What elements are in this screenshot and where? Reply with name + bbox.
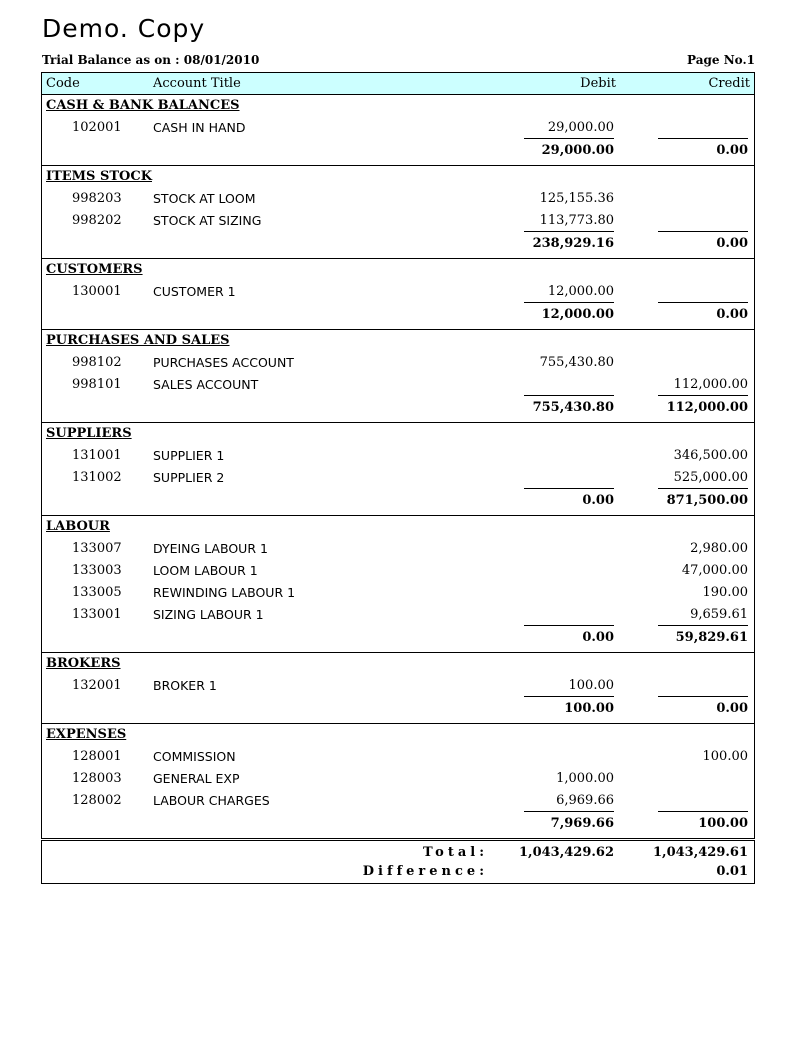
group-subtotal bbox=[42, 489, 754, 513]
table-row bbox=[42, 445, 754, 467]
account-code: 132001 bbox=[72, 678, 122, 693]
account-group bbox=[42, 423, 754, 516]
account-title: DYEING LABOUR 1 bbox=[153, 541, 268, 556]
debit-amount: 6,969.66 bbox=[556, 793, 614, 808]
account-code: 133001 bbox=[72, 607, 122, 622]
table-row bbox=[42, 768, 754, 790]
group-name: BROKERS bbox=[46, 656, 121, 671]
group-subtotal bbox=[42, 812, 754, 836]
total-label: Total: bbox=[422, 845, 488, 860]
account-code: 102001 bbox=[72, 120, 122, 135]
account-code: 133005 bbox=[72, 585, 122, 600]
header-code: Code bbox=[46, 76, 80, 91]
table-row bbox=[42, 675, 754, 697]
group-subtotal bbox=[42, 303, 754, 327]
group-subtotal bbox=[42, 139, 754, 163]
account-title: SIZING LABOUR 1 bbox=[153, 607, 264, 622]
account-group bbox=[42, 724, 754, 838]
subtotal-credit: 112,000.00 bbox=[658, 395, 748, 420]
table-row bbox=[42, 604, 754, 626]
table-row bbox=[42, 582, 754, 604]
account-group bbox=[42, 330, 754, 423]
account-code: 998101 bbox=[72, 377, 122, 392]
account-code: 128003 bbox=[72, 771, 122, 786]
table-row bbox=[42, 374, 754, 396]
subtotal-debit: 29,000.00 bbox=[524, 138, 614, 163]
page-number: Page No.1 bbox=[687, 53, 755, 67]
account-title: REWINDING LABOUR 1 bbox=[153, 585, 296, 600]
table-header bbox=[42, 73, 754, 95]
trial-balance-table bbox=[41, 72, 755, 839]
subtotal-credit: 100.00 bbox=[658, 811, 748, 836]
subtotal-debit: 7,969.66 bbox=[524, 811, 614, 836]
account-code: 128001 bbox=[72, 749, 122, 764]
account-title: STOCK AT SIZING bbox=[153, 213, 262, 228]
account-title: LABOUR CHARGES bbox=[153, 793, 270, 808]
subtotal-credit: 0.00 bbox=[658, 231, 748, 256]
subtotal-debit: 238,929.16 bbox=[524, 231, 614, 256]
account-code: 131002 bbox=[72, 470, 122, 485]
account-title: LOOM LABOUR 1 bbox=[153, 563, 258, 578]
account-title: SUPPLIER 2 bbox=[153, 470, 225, 485]
account-group bbox=[42, 653, 754, 724]
group-name: LABOUR bbox=[46, 519, 110, 534]
credit-amount: 100.00 bbox=[702, 749, 748, 764]
subtotal-credit: 59,829.61 bbox=[658, 625, 748, 650]
table-row bbox=[42, 790, 754, 812]
account-code: 998203 bbox=[72, 191, 122, 206]
group-name: PURCHASES AND SALES bbox=[46, 333, 230, 348]
subtotal-debit: 100.00 bbox=[524, 696, 614, 721]
company-name: Demo. Copy bbox=[42, 14, 206, 43]
account-code: 998102 bbox=[72, 355, 122, 370]
account-title: CUSTOMER 1 bbox=[153, 284, 236, 299]
account-code: 998202 bbox=[72, 213, 122, 228]
account-group bbox=[42, 166, 754, 259]
group-name: CASH & BANK BALANCES bbox=[46, 98, 240, 113]
account-groups bbox=[42, 95, 754, 838]
account-title: PURCHASES ACCOUNT bbox=[153, 355, 294, 370]
table-row bbox=[42, 560, 754, 582]
table-row bbox=[42, 210, 754, 232]
debit-amount: 755,430.80 bbox=[539, 355, 614, 370]
credit-amount: 346,500.00 bbox=[673, 448, 748, 463]
group-name: CUSTOMERS bbox=[46, 262, 143, 277]
debit-amount: 29,000.00 bbox=[547, 120, 614, 135]
report-title: Trial Balance as on : 08/01/2010 bbox=[42, 53, 260, 67]
table-row bbox=[42, 538, 754, 560]
credit-amount: 47,000.00 bbox=[681, 563, 748, 578]
debit-amount: 113,773.80 bbox=[539, 213, 614, 228]
credit-amount: 525,000.00 bbox=[673, 470, 748, 485]
account-title: GENERAL EXP bbox=[153, 771, 240, 786]
subtotal-credit: 871,500.00 bbox=[658, 488, 748, 513]
header-debit: Debit bbox=[580, 76, 616, 91]
subtotal-debit: 0.00 bbox=[524, 625, 614, 650]
table-row bbox=[42, 467, 754, 489]
subtotal-debit: 755,430.80 bbox=[524, 395, 614, 420]
account-group bbox=[42, 516, 754, 653]
total-credit: 1,043,429.61 bbox=[653, 845, 748, 860]
group-name: SUPPLIERS bbox=[46, 426, 132, 441]
account-title: CASH IN HAND bbox=[153, 120, 246, 135]
account-title: SUPPLIER 1 bbox=[153, 448, 225, 463]
account-code: 131001 bbox=[72, 448, 122, 463]
difference-label: Difference: bbox=[362, 864, 488, 879]
account-title: SALES ACCOUNT bbox=[153, 377, 259, 392]
group-subtotal bbox=[42, 232, 754, 256]
totals-box bbox=[41, 840, 755, 884]
group-subtotal bbox=[42, 396, 754, 420]
account-code: 130001 bbox=[72, 284, 122, 299]
header-credit: Credit bbox=[708, 76, 750, 91]
account-code: 133003 bbox=[72, 563, 122, 578]
group-name: ITEMS STOCK bbox=[46, 169, 152, 184]
credit-amount: 9,659.61 bbox=[690, 607, 748, 622]
credit-amount: 2,980.00 bbox=[690, 541, 748, 556]
subtotal-debit: 12,000.00 bbox=[524, 302, 614, 327]
table-row bbox=[42, 281, 754, 303]
account-group bbox=[42, 259, 754, 330]
subtotal-debit: 0.00 bbox=[524, 488, 614, 513]
group-subtotal bbox=[42, 626, 754, 650]
table-row bbox=[42, 746, 754, 768]
table-row bbox=[42, 352, 754, 374]
account-code: 128002 bbox=[72, 793, 122, 808]
subtotal-credit: 0.00 bbox=[658, 302, 748, 327]
group-subtotal bbox=[42, 697, 754, 721]
subtotal-credit: 0.00 bbox=[658, 696, 748, 721]
account-title: BROKER 1 bbox=[153, 678, 217, 693]
subtotal-credit: 0.00 bbox=[658, 138, 748, 163]
credit-amount: 190.00 bbox=[702, 585, 748, 600]
table-row bbox=[42, 117, 754, 139]
debit-amount: 12,000.00 bbox=[547, 284, 614, 299]
group-name: EXPENSES bbox=[46, 727, 127, 742]
account-title: STOCK AT LOOM bbox=[153, 191, 256, 206]
difference-value: 0.01 bbox=[716, 864, 748, 879]
total-debit: 1,043,429.62 bbox=[519, 845, 614, 860]
account-group bbox=[42, 95, 754, 166]
debit-amount: 100.00 bbox=[568, 678, 614, 693]
header-account-title: Account Title bbox=[153, 76, 241, 91]
debit-amount: 125,155.36 bbox=[539, 191, 614, 206]
table-row bbox=[42, 188, 754, 210]
account-title: COMMISSION bbox=[153, 749, 236, 764]
account-code: 133007 bbox=[72, 541, 122, 556]
debit-amount: 1,000.00 bbox=[556, 771, 614, 786]
credit-amount: 112,000.00 bbox=[673, 377, 748, 392]
